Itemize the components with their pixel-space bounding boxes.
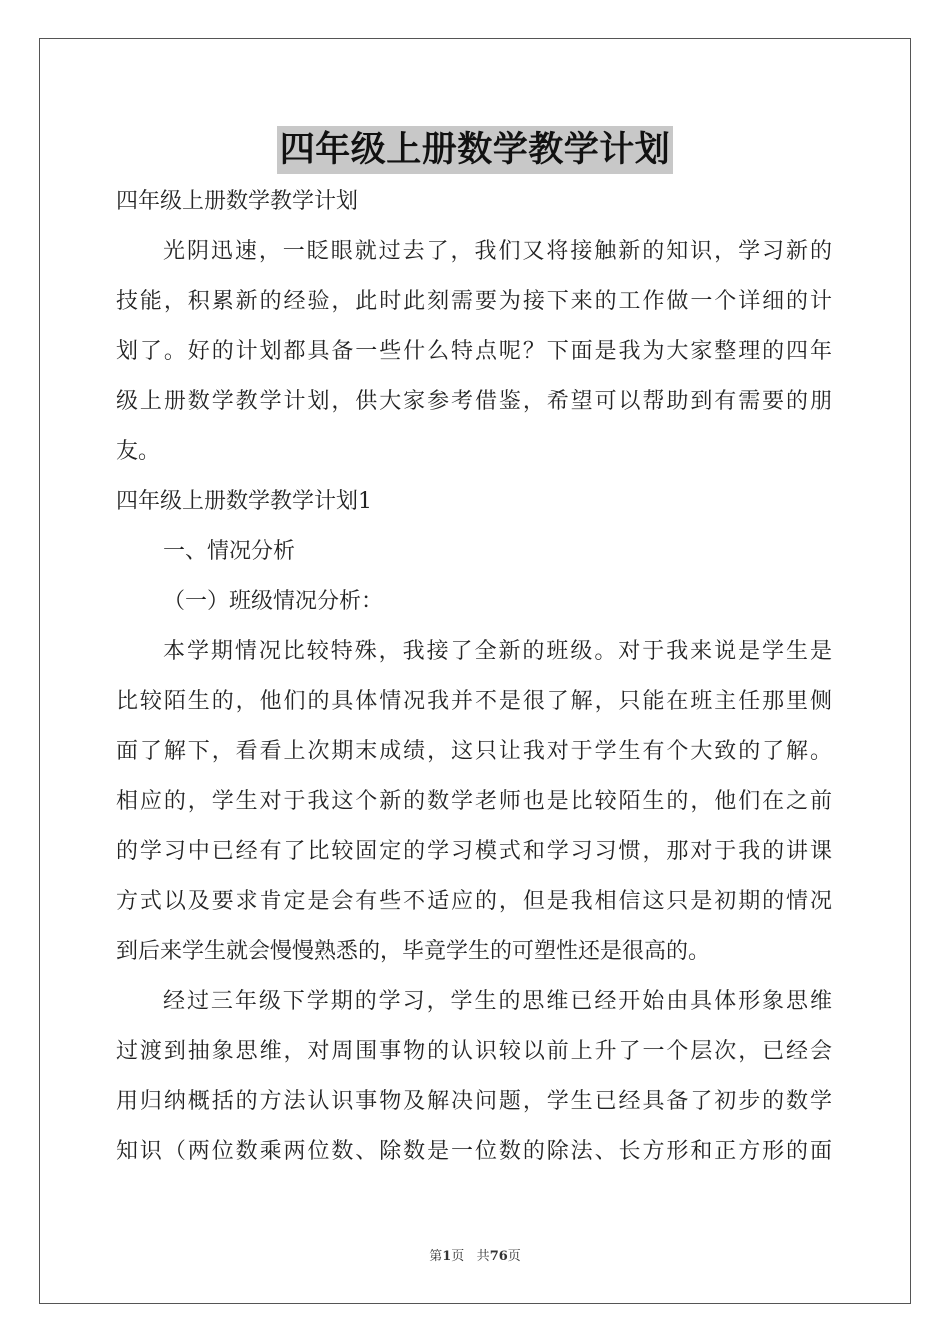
intro-line: 友。 (116, 439, 161, 464)
footer-total-prefix: 共 (476, 1249, 490, 1264)
paragraph-line: 用归纳概括的方法认识事物及解决问题，学生已经具备了初步的数学 (116, 1089, 832, 1114)
intro-line: 划了。好的计划都具备一些什么特点呢？下面是我为大家整理的四年 (116, 339, 832, 364)
footer-page-word: 页 (451, 1249, 465, 1264)
page-footer (0, 1245, 950, 1264)
paragraph-line: 到后来学生就会慢慢熟悉的，毕竟学生的可塑性还是很高的。 (116, 939, 711, 964)
intro-line: 技能，积累新的经验，此时此刻需要为接下来的工作做一个详细的计 (116, 289, 832, 314)
section-heading: 四年级上册数学教学计划1 (116, 489, 372, 514)
paragraph-line: 经过三年级下学期的学习，学生的思维已经开始由具体形象思维 (163, 989, 832, 1014)
paragraph-line: 方式以及要求肯定是会有些不适应的，但是我相信这只是初期的情况 (116, 889, 832, 914)
subheading-situation-analysis: 一、情况分析 (163, 539, 296, 564)
total-pages-number: 76 (489, 1249, 508, 1264)
footer-prefix: 第 (429, 1249, 443, 1264)
footer-total-suffix: 页 (507, 1249, 521, 1264)
paragraph-line: 的学习中已经有了比较固定的学习模式和学习习惯，那对于我的讲课 (116, 839, 832, 864)
document-subtitle: 四年级上册数学教学计划 (116, 189, 359, 214)
paragraph-line: 面了解下，看看上次期末成绩，这只让我对于学生有个大致的了解。 (116, 739, 832, 764)
intro-line: 级上册数学教学计划，供大家参考借鉴，希望可以帮助到有需要的朋 (116, 389, 832, 414)
paragraph-line: 本学期情况比较特殊，我接了全新的班级。对于我来说是学生是 (163, 639, 832, 664)
intro-line: 光阴迅速，一眨眼就过去了，我们又将接触新的知识，学习新的 (163, 239, 832, 264)
paragraph-line: 过渡到抽象思维，对周围事物的认识较以前上升了一个层次，已经会 (116, 1039, 832, 1064)
current-page-number: 1 (442, 1249, 452, 1264)
paragraph-line: 知识（两位数乘两位数、除数是一位数的除法、长方形和正方形的面 (116, 1139, 832, 1164)
document-body (116, 177, 832, 1177)
document-title-text: 四年级上册数学教学计划 (277, 126, 674, 174)
paragraph-line: 相应的，学生对于我这个新的数学老师也是比较陌生的，他们在之前 (116, 789, 832, 814)
subheading-class-analysis: （一）班级情况分析： (163, 589, 384, 614)
document-title (0, 126, 950, 174)
paragraph-line: 比较陌生的，他们的具体情况我并不是很了解，只能在班主任那里侧 (116, 689, 832, 714)
